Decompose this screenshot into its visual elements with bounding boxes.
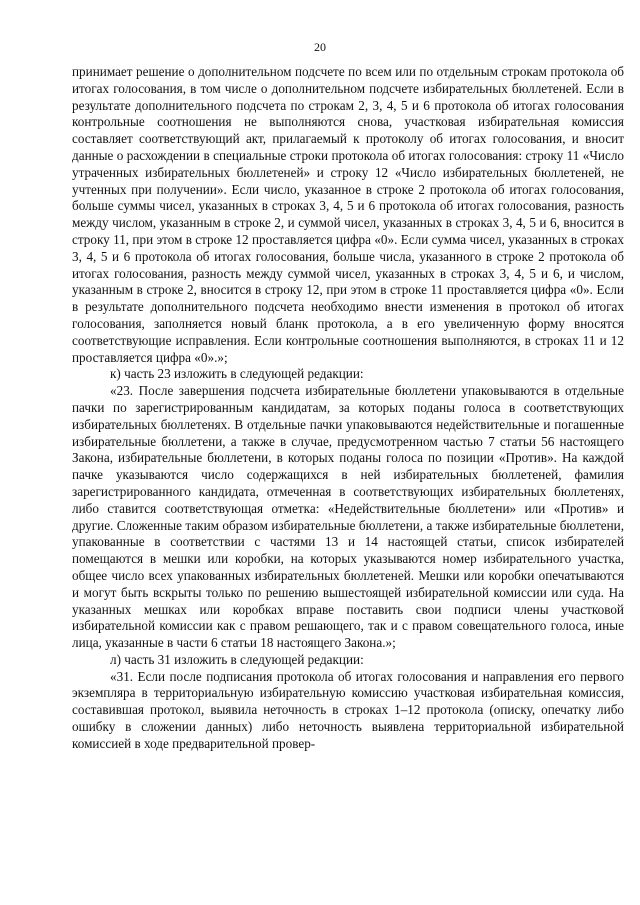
- paragraph-continuation: принимает решение о дополнительном подсчете по всем или по отдельным строкам протокола об итогах голосования, в том числе о дополнительном подсчете избирательных бюллетеней. Если в результате дополнительного подсчета по строкам 2, 3, 4, 5 и 6 протокола об итогах голосования контрольные соотношения не выполняются снова, участковая избирательная комиссия составляет соответствующий акт, прилагаемый к протоколу об итогах голосования, и вносит данные о расхождении в специальные строки протокола об итогах голосования: строку 11 «Число утраченных избирательных бюллетеней» и строку 12 «Число избирательных бюллетеней, не учтенных при получении». Если число, указанное в строке 2 протокола об итогах голосования, больше суммы чисел, указанных в строках 3, 4, 5 и 6 протокола об итогах голосования, разность между числом, указанным в строке 2, и суммой чисел, указанных в строках 3, 4, 5 и 6, вносится в строку 11, при этом в строке 12 проставляется цифра «0». Если сумма чисел, указанных в строках 3, 4, 5 и 6 протокола об итогах голосования, больше числа, указанного в строке 2 протокола об итогах голосования, разность между суммой чисел, указанных в строках 3, 4, 5 и 6, и числом, указанным в строке 2, вносится в строку 12, при этом в строке 11 проставляется цифра «0». Если в результате дополнительного подсчета необходимо внести изменения в протокол об итогах голосования, заполняется новый бланк протокола, а в его увеличенную форму вносятся соответствующие исправления. Если контрольные соотношения выполняются, в строках 11 и 12 проставляется цифра «0».»;: [72, 64, 624, 365]
- paragraph-part-23: «23. После завершения подсчета избирательные бюллетени упаковываются в отдельные пачки по зарегистрированным кандидатам, за которых поданы голоса в соответствующих избирательных бюллетенях. В отдельные пачки упаковываются недействительные и погашенные избирательные бюллетени, а также в случае, предусмотренном частью 7 статьи 56 настоящего Закона, избирательные бюллетени, в которых поданы голоса по позиции «Против». На каждой пачке указываются число содержащихся в ней избирательных бюллетеней, фамилия зарегистрированного кандидата, отмеченная в соответствующих избирательных бюллетенях, либо ставится соответствующая отметка: «Недействительные бюллетени» или «Против» и другие. Сложенные таким образом избирательные бюллетени, а также избирательные бюллетени, упакованные в соответствии с частями 13 и 14 настоящей статьи, список избирателей помещаются в мешки или коробки, на которых указываются номер избирательного участка, общее число всех упакованных избирательных бюллетеней. Мешки или коробки опечатываются и могут быть вскрыты только по решению вышестоящей избирательной комиссии или суда. На указанных мешках или коробках вправе поставить свои подписи члены участковой избирательной комиссии как с правом решающего, так и с правом совещательного голоса, иные лица, указанные в части 6 статьи 18 настоящего Закона.»;: [72, 383, 624, 651]
- paragraph-amendment-k: к) часть 23 изложить в следующей редакции:: [110, 366, 364, 382]
- paragraph-part-31: «31. Если после подписания протокола об итогах голосования и направления его первого экземпляра в территориальную избирательную комиссию участковая избирательная комиссия, составившая протокол, выявила неточность в строках 1–12 протокола (описку, опечатку либо ошибку в сложении данных) либо неточность выявлена территориальной избирательной комиссией в ходе предварительной провер-: [72, 668, 624, 751]
- page-number: 20: [314, 40, 326, 54]
- document-body: [72, 64, 624, 753]
- paragraph-amendment-l: л) часть 31 изложить в следующей редакции:: [110, 651, 364, 667]
